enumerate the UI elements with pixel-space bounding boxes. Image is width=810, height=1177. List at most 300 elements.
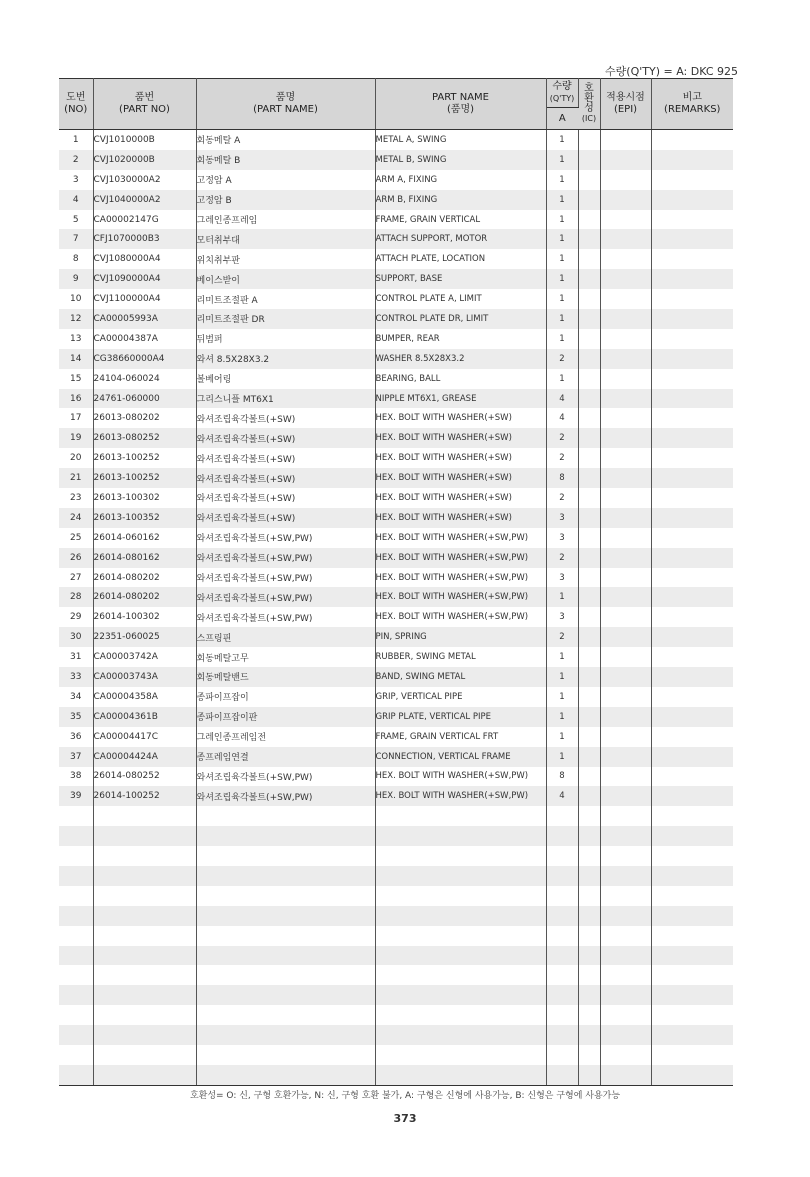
row-name-en: HEX. BOLT WITH WASHER(+SW) bbox=[375, 508, 546, 528]
row-part-no: CVJ1100000A4 bbox=[93, 289, 196, 309]
row-name-en: CONTROL PLATE DR, LIMIT bbox=[375, 309, 546, 329]
empty-cell bbox=[600, 985, 651, 1005]
row-no: 5 bbox=[59, 210, 93, 230]
row-ic bbox=[578, 210, 600, 230]
row-name-en: RUBBER, SWING METAL bbox=[375, 647, 546, 667]
empty-table-row bbox=[59, 1045, 733, 1065]
empty-cell bbox=[578, 926, 600, 946]
empty-cell bbox=[59, 906, 93, 926]
row-ic bbox=[578, 170, 600, 190]
row-part-no: CVJ1010000B bbox=[93, 130, 196, 150]
empty-cell bbox=[578, 1005, 600, 1025]
header-qty-a: A bbox=[546, 108, 578, 130]
empty-cell bbox=[375, 1025, 546, 1045]
empty-cell bbox=[375, 1005, 546, 1025]
row-remarks bbox=[651, 269, 733, 289]
empty-cell bbox=[600, 886, 651, 906]
row-qty: 2 bbox=[546, 349, 578, 369]
empty-cell bbox=[651, 1065, 733, 1085]
empty-cell bbox=[546, 1025, 578, 1045]
empty-cell bbox=[546, 906, 578, 926]
table-row bbox=[59, 548, 733, 568]
row-name-en: HEX. BOLT WITH WASHER(+SW,PW) bbox=[375, 607, 546, 627]
row-name-kr: 종프레임연결 bbox=[196, 747, 375, 767]
empty-cell bbox=[600, 1005, 651, 1025]
empty-cell bbox=[196, 846, 375, 866]
empty-cell bbox=[600, 906, 651, 926]
row-qty: 1 bbox=[546, 587, 578, 607]
row-ic bbox=[578, 488, 600, 508]
row-name-en: SUPPORT, BASE bbox=[375, 269, 546, 289]
row-remarks bbox=[651, 369, 733, 389]
row-part-no: CA00003742A bbox=[93, 647, 196, 667]
empty-cell bbox=[375, 965, 546, 985]
row-qty: 2 bbox=[546, 488, 578, 508]
row-name-en: BUMPER, REAR bbox=[375, 329, 546, 349]
row-epi bbox=[600, 309, 651, 329]
row-ic bbox=[578, 269, 600, 289]
row-remarks bbox=[651, 528, 733, 548]
row-name-en: GRIP, VERTICAL PIPE bbox=[375, 687, 546, 707]
empty-cell bbox=[59, 866, 93, 886]
row-remarks bbox=[651, 170, 733, 190]
row-name-kr: 스프링핀 bbox=[196, 627, 375, 647]
row-no: 16 bbox=[59, 389, 93, 409]
empty-cell bbox=[546, 926, 578, 946]
empty-cell bbox=[600, 806, 651, 826]
row-qty: 2 bbox=[546, 448, 578, 468]
row-ic bbox=[578, 647, 600, 667]
row-name-kr: 그레인종프레임전 bbox=[196, 727, 375, 747]
row-name-en: HEX. BOLT WITH WASHER(+SW,PW) bbox=[375, 568, 546, 588]
row-epi bbox=[600, 130, 651, 150]
row-remarks bbox=[651, 130, 733, 150]
table-row bbox=[59, 707, 733, 727]
empty-table-row bbox=[59, 965, 733, 985]
table-row bbox=[59, 607, 733, 627]
row-qty: 3 bbox=[546, 607, 578, 627]
empty-cell bbox=[196, 886, 375, 906]
row-name-en: ATTACH SUPPORT, MOTOR bbox=[375, 229, 546, 249]
empty-cell bbox=[578, 846, 600, 866]
row-name-kr: 회동메탈 B bbox=[196, 150, 375, 170]
row-remarks bbox=[651, 389, 733, 409]
table-row bbox=[59, 269, 733, 289]
empty-cell bbox=[375, 926, 546, 946]
row-name-en: HEX. BOLT WITH WASHER(+SW) bbox=[375, 448, 546, 468]
row-ic bbox=[578, 389, 600, 409]
row-ic bbox=[578, 727, 600, 747]
compatibility-footnote: 호환성= O: 신, 구형 호환가능, N: 신, 구형 호환 불가, A: 구형은 신형에 사용가능, B: 신형은 구형에 사용가능 bbox=[189, 1091, 621, 1101]
row-remarks bbox=[651, 190, 733, 210]
row-epi bbox=[600, 269, 651, 289]
row-epi bbox=[600, 508, 651, 528]
empty-cell bbox=[600, 866, 651, 886]
row-remarks bbox=[651, 687, 733, 707]
empty-table-row bbox=[59, 826, 733, 846]
empty-cell bbox=[59, 1065, 93, 1085]
row-ic bbox=[578, 190, 600, 210]
row-ic bbox=[578, 408, 600, 428]
table-row bbox=[59, 687, 733, 707]
row-remarks bbox=[651, 309, 733, 329]
row-no: 8 bbox=[59, 249, 93, 269]
row-name-en: HEX. BOLT WITH WASHER(+SW,PW) bbox=[375, 548, 546, 568]
empty-cell bbox=[651, 965, 733, 985]
row-part-no: CA00003743A bbox=[93, 667, 196, 687]
qty-note: 수량(Q'TY) = A: DKC 925 bbox=[605, 65, 738, 78]
row-name-en: BAND, SWING METAL bbox=[375, 667, 546, 687]
row-name-kr: 회동메탈 A bbox=[196, 130, 375, 150]
empty-cell bbox=[59, 846, 93, 866]
row-ic bbox=[578, 747, 600, 767]
row-qty: 3 bbox=[546, 508, 578, 528]
table-row bbox=[59, 627, 733, 647]
row-epi bbox=[600, 747, 651, 767]
row-epi bbox=[600, 389, 651, 409]
row-ic bbox=[578, 289, 600, 309]
row-no: 33 bbox=[59, 667, 93, 687]
row-remarks bbox=[651, 707, 733, 727]
row-ic bbox=[578, 687, 600, 707]
empty-cell bbox=[578, 806, 600, 826]
row-ic bbox=[578, 448, 600, 468]
row-name-kr: 뒤범퍼 bbox=[196, 329, 375, 349]
empty-cell bbox=[578, 1025, 600, 1045]
row-part-no: CA00004358A bbox=[93, 687, 196, 707]
row-epi bbox=[600, 428, 651, 448]
empty-cell bbox=[196, 826, 375, 846]
row-remarks bbox=[651, 786, 733, 806]
row-name-en: ARM A, FIXING bbox=[375, 170, 546, 190]
empty-cell bbox=[546, 1065, 578, 1085]
table-row bbox=[59, 767, 733, 787]
table-row bbox=[59, 249, 733, 269]
table-row bbox=[59, 727, 733, 747]
row-no: 10 bbox=[59, 289, 93, 309]
row-epi bbox=[600, 687, 651, 707]
row-name-kr: 와셔조립육각볼트(+SW,PW) bbox=[196, 607, 375, 627]
empty-cell bbox=[546, 826, 578, 846]
row-no: 39 bbox=[59, 786, 93, 806]
row-part-no: CVJ1030000A2 bbox=[93, 170, 196, 190]
row-part-no: 26013-080202 bbox=[93, 408, 196, 428]
row-part-no: CA00004361B bbox=[93, 707, 196, 727]
empty-cell bbox=[375, 946, 546, 966]
row-part-no: CVJ1040000A2 bbox=[93, 190, 196, 210]
row-part-no: CA00004417C bbox=[93, 727, 196, 747]
row-ic bbox=[578, 508, 600, 528]
row-name-en: HEX. BOLT WITH WASHER(+SW) bbox=[375, 408, 546, 428]
row-epi bbox=[600, 408, 651, 428]
table-row bbox=[59, 309, 733, 329]
empty-cell bbox=[196, 1065, 375, 1085]
row-name-kr: 리미트조절판 A bbox=[196, 289, 375, 309]
row-no: 38 bbox=[59, 767, 93, 787]
row-name-kr: 위치취부판 bbox=[196, 249, 375, 269]
empty-cell bbox=[600, 1065, 651, 1085]
row-remarks bbox=[651, 448, 733, 468]
row-remarks bbox=[651, 508, 733, 528]
empty-cell bbox=[546, 985, 578, 1005]
row-no: 37 bbox=[59, 747, 93, 767]
row-epi bbox=[600, 528, 651, 548]
row-name-kr: 와셔조립육각볼트(+SW) bbox=[196, 488, 375, 508]
empty-table-row bbox=[59, 906, 733, 926]
empty-cell bbox=[196, 866, 375, 886]
row-part-no: 26014-100302 bbox=[93, 607, 196, 627]
table-row bbox=[59, 329, 733, 349]
header-no: 도번 (NO) bbox=[59, 79, 93, 130]
row-part-no: CVJ1090000A4 bbox=[93, 269, 196, 289]
row-epi bbox=[600, 568, 651, 588]
empty-cell bbox=[600, 826, 651, 846]
table-row bbox=[59, 528, 733, 548]
row-ic bbox=[578, 329, 600, 349]
row-ic bbox=[578, 468, 600, 488]
table-row bbox=[59, 150, 733, 170]
table-row bbox=[59, 747, 733, 767]
row-qty: 1 bbox=[546, 229, 578, 249]
empty-cell bbox=[196, 1005, 375, 1025]
row-part-no: 26013-100252 bbox=[93, 468, 196, 488]
row-no: 25 bbox=[59, 528, 93, 548]
empty-cell bbox=[93, 1025, 196, 1045]
row-remarks bbox=[651, 150, 733, 170]
row-no: 3 bbox=[59, 170, 93, 190]
row-name-en: HEX. BOLT WITH WASHER(+SW) bbox=[375, 428, 546, 448]
row-qty: 1 bbox=[546, 190, 578, 210]
row-name-kr: 회동메탈고무 bbox=[196, 647, 375, 667]
table-row bbox=[59, 369, 733, 389]
row-qty: 1 bbox=[546, 329, 578, 349]
row-ic bbox=[578, 349, 600, 369]
row-remarks bbox=[651, 229, 733, 249]
row-ic bbox=[578, 309, 600, 329]
row-name-en: WASHER 8.5X28X3.2 bbox=[375, 349, 546, 369]
empty-table-row bbox=[59, 886, 733, 906]
row-part-no: CG38660000A4 bbox=[93, 349, 196, 369]
header-ic: 호 환 성 (IC) bbox=[578, 79, 600, 130]
header-part-name-kr: 품명 (PART NAME) bbox=[196, 79, 375, 130]
empty-cell bbox=[546, 806, 578, 826]
row-epi bbox=[600, 329, 651, 349]
empty-cell bbox=[600, 946, 651, 966]
row-qty: 1 bbox=[546, 130, 578, 150]
row-no: 20 bbox=[59, 448, 93, 468]
row-remarks bbox=[651, 329, 733, 349]
table-row bbox=[59, 428, 733, 448]
row-remarks bbox=[651, 428, 733, 448]
empty-cell bbox=[93, 1045, 196, 1065]
row-name-kr: 베이스받이 bbox=[196, 269, 375, 289]
table-row bbox=[59, 448, 733, 468]
row-part-no: 26014-080202 bbox=[93, 568, 196, 588]
row-no: 9 bbox=[59, 269, 93, 289]
row-ic bbox=[578, 767, 600, 787]
row-name-kr: 와셔조립육각볼트(+SW) bbox=[196, 428, 375, 448]
row-remarks bbox=[651, 548, 733, 568]
empty-cell bbox=[546, 1005, 578, 1025]
row-no: 30 bbox=[59, 627, 93, 647]
empty-cell bbox=[375, 985, 546, 1005]
row-qty: 3 bbox=[546, 568, 578, 588]
empty-cell bbox=[196, 985, 375, 1005]
row-epi bbox=[600, 249, 651, 269]
row-epi bbox=[600, 786, 651, 806]
row-ic bbox=[578, 130, 600, 150]
header-part-name-en: PART NAME (품명) bbox=[375, 79, 546, 130]
empty-cell bbox=[59, 1045, 93, 1065]
row-epi bbox=[600, 488, 651, 508]
table-row bbox=[59, 587, 733, 607]
empty-cell bbox=[59, 985, 93, 1005]
empty-cell bbox=[546, 846, 578, 866]
row-name-en: BEARING, BALL bbox=[375, 369, 546, 389]
row-qty: 8 bbox=[546, 468, 578, 488]
empty-cell bbox=[196, 965, 375, 985]
empty-cell bbox=[578, 906, 600, 926]
row-epi bbox=[600, 349, 651, 369]
row-name-en: ATTACH PLATE, LOCATION bbox=[375, 249, 546, 269]
row-part-no: CA00002147G bbox=[93, 210, 196, 230]
row-no: 27 bbox=[59, 568, 93, 588]
row-part-no: 24761-060000 bbox=[93, 389, 196, 409]
row-name-kr: 와셔조립육각볼트(+SW,PW) bbox=[196, 587, 375, 607]
row-part-no: 26013-080252 bbox=[93, 428, 196, 448]
row-part-no: 26013-100252 bbox=[93, 448, 196, 468]
empty-cell bbox=[578, 965, 600, 985]
table-row bbox=[59, 389, 733, 409]
row-epi bbox=[600, 289, 651, 309]
empty-cell bbox=[578, 826, 600, 846]
row-no: 15 bbox=[59, 369, 93, 389]
row-ic bbox=[578, 369, 600, 389]
empty-table-row bbox=[59, 946, 733, 966]
row-epi bbox=[600, 627, 651, 647]
row-qty: 1 bbox=[546, 249, 578, 269]
row-name-kr: 와셔조립육각볼트(+SW) bbox=[196, 408, 375, 428]
row-part-no: 26013-100302 bbox=[93, 488, 196, 508]
empty-cell bbox=[59, 926, 93, 946]
table-row bbox=[59, 408, 733, 428]
empty-cell bbox=[375, 846, 546, 866]
row-ic bbox=[578, 150, 600, 170]
row-remarks bbox=[651, 767, 733, 787]
empty-cell bbox=[93, 886, 196, 906]
empty-cell bbox=[651, 926, 733, 946]
empty-cell bbox=[578, 866, 600, 886]
row-part-no: CA00004387A bbox=[93, 329, 196, 349]
row-name-en: CONTROL PLATE A, LIMIT bbox=[375, 289, 546, 309]
empty-cell bbox=[578, 886, 600, 906]
table-row bbox=[59, 349, 733, 369]
row-name-en: NIPPLE MT6X1, GREASE bbox=[375, 389, 546, 409]
row-epi bbox=[600, 587, 651, 607]
row-remarks bbox=[651, 249, 733, 269]
row-remarks bbox=[651, 568, 733, 588]
empty-cell bbox=[93, 946, 196, 966]
row-qty: 4 bbox=[546, 786, 578, 806]
table-row bbox=[59, 289, 733, 309]
row-qty: 1 bbox=[546, 687, 578, 707]
row-qty: 1 bbox=[546, 647, 578, 667]
row-name-kr: 와셔조립육각볼트(+SW) bbox=[196, 448, 375, 468]
row-qty: 1 bbox=[546, 269, 578, 289]
table-row bbox=[59, 786, 733, 806]
row-ic bbox=[578, 707, 600, 727]
row-name-en: HEX. BOLT WITH WASHER(+SW,PW) bbox=[375, 767, 546, 787]
row-no: 12 bbox=[59, 309, 93, 329]
empty-table-row bbox=[59, 846, 733, 866]
row-qty: 3 bbox=[546, 528, 578, 548]
parts-table bbox=[59, 78, 733, 1086]
empty-cell bbox=[375, 1045, 546, 1065]
row-name-kr: 와셔조립육각볼트(+SW) bbox=[196, 468, 375, 488]
row-no: 4 bbox=[59, 190, 93, 210]
row-part-no: 24104-060024 bbox=[93, 369, 196, 389]
empty-cell bbox=[375, 1065, 546, 1085]
empty-cell bbox=[196, 806, 375, 826]
empty-cell bbox=[93, 866, 196, 886]
empty-cell bbox=[651, 1025, 733, 1045]
row-remarks bbox=[651, 488, 733, 508]
row-qty: 1 bbox=[546, 727, 578, 747]
row-remarks bbox=[651, 289, 733, 309]
row-part-no: CVJ1020000B bbox=[93, 150, 196, 170]
empty-cell bbox=[59, 806, 93, 826]
row-remarks bbox=[651, 647, 733, 667]
empty-cell bbox=[546, 946, 578, 966]
parts-table-body bbox=[59, 130, 733, 1086]
row-ic bbox=[578, 607, 600, 627]
row-name-en: ARM B, FIXING bbox=[375, 190, 546, 210]
row-qty: 1 bbox=[546, 707, 578, 727]
row-name-en: FRAME, GRAIN VERTICAL bbox=[375, 210, 546, 230]
row-name-kr: 와셔조립육각볼트(+SW,PW) bbox=[196, 528, 375, 548]
row-epi bbox=[600, 548, 651, 568]
empty-cell bbox=[651, 1005, 733, 1025]
row-epi bbox=[600, 190, 651, 210]
row-qty: 2 bbox=[546, 627, 578, 647]
row-qty: 2 bbox=[546, 548, 578, 568]
empty-cell bbox=[600, 965, 651, 985]
row-part-no: 26013-100352 bbox=[93, 508, 196, 528]
row-no: 13 bbox=[59, 329, 93, 349]
row-epi bbox=[600, 210, 651, 230]
row-remarks bbox=[651, 468, 733, 488]
row-name-en: FRAME, GRAIN VERTICAL FRT bbox=[375, 727, 546, 747]
table-row bbox=[59, 647, 733, 667]
row-no: 31 bbox=[59, 647, 93, 667]
empty-cell bbox=[196, 926, 375, 946]
row-name-en: HEX. BOLT WITH WASHER(+SW,PW) bbox=[375, 587, 546, 607]
row-part-no: 26014-080202 bbox=[93, 587, 196, 607]
row-name-en: HEX. BOLT WITH WASHER(+SW) bbox=[375, 468, 546, 488]
table-row bbox=[59, 170, 733, 190]
row-name-kr: 볼베어링 bbox=[196, 369, 375, 389]
empty-cell bbox=[196, 906, 375, 926]
row-qty: 1 bbox=[546, 747, 578, 767]
row-name-kr: 종파이프잡이판 bbox=[196, 707, 375, 727]
empty-table-row bbox=[59, 806, 733, 826]
row-remarks bbox=[651, 747, 733, 767]
row-part-no: 22351-060025 bbox=[93, 627, 196, 647]
row-name-kr: 종파이프잡이 bbox=[196, 687, 375, 707]
empty-cell bbox=[375, 886, 546, 906]
row-name-kr: 회동메탈밴드 bbox=[196, 667, 375, 687]
empty-cell bbox=[375, 806, 546, 826]
